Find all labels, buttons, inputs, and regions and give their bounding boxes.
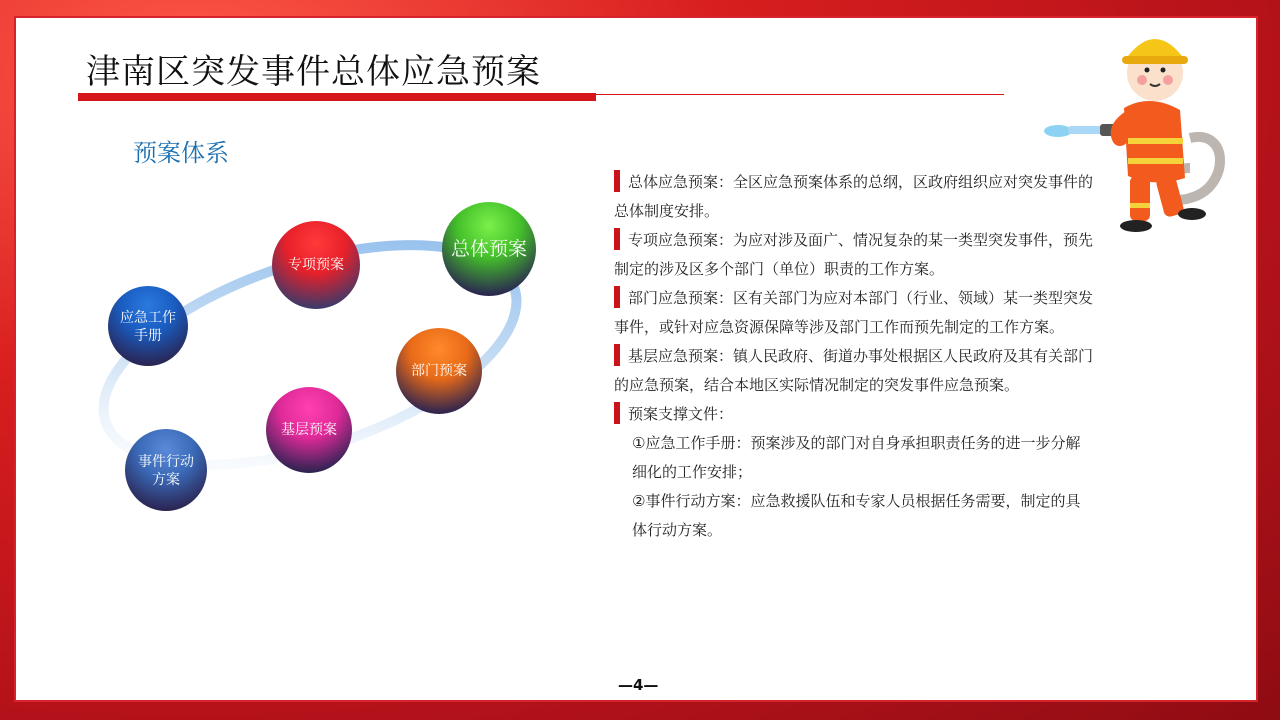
plan-system-diagram	[60, 190, 560, 530]
node-grassroots-label: 基层预案	[281, 422, 337, 438]
list-item: 专项应急预案：为应对涉及面广、情况复杂的某一类型突发事件，预先制定的涉及区多个部门（单位）职责的工作方案。	[614, 226, 1094, 284]
red-marker-icon	[614, 228, 620, 250]
red-marker-icon	[614, 286, 620, 308]
list-item: 部门应急预案：区有关部门为应对本部门（行业、领域）某一类型突发事件，或针对应急资源保障等涉及部门工作而预先制定的工作方案。	[614, 284, 1094, 342]
node-manual-label: 应急工作 手册	[120, 310, 176, 344]
node-special-label: 专项预案	[288, 257, 344, 273]
red-marker-icon	[614, 402, 620, 424]
node-department-label: 部门预案	[411, 363, 467, 379]
node-overall-label: 总体预案	[450, 238, 527, 260]
list-item: 总体应急预案：全区应急预案体系的总纲，区政府组织应对突发事件的总体制度安排。	[614, 168, 1094, 226]
list-item: ②事件行动方案：应急救援队伍和专家人员根据任务需要，制定的具体行动方案。	[632, 492, 1081, 539]
title-underline-thin	[596, 94, 1004, 95]
page-title: 津南区突发事件总体应急预案	[86, 52, 541, 92]
page-number: —4—	[618, 676, 659, 694]
red-marker-icon	[614, 170, 620, 192]
list-item: 预案支撑文件：	[614, 400, 1094, 429]
red-marker-icon	[614, 344, 620, 366]
firefighter-icon	[1040, 18, 1240, 248]
node-action-label: 事件行动 方案	[138, 454, 194, 488]
plan-description-list	[614, 168, 1094, 545]
section-subtitle: 预案体系	[133, 139, 229, 167]
list-item: 基层应急预案：镇人民政府、街道办事处根据区人民政府及其有关部门的应急预案，结合本地区实际情况制定的突发事件应急预案。	[614, 342, 1094, 400]
title-underline	[78, 93, 596, 101]
list-item: ①应急工作手册：预案涉及的部门对自身承担职责任务的进一步分解细化的工作安排；	[632, 434, 1081, 481]
